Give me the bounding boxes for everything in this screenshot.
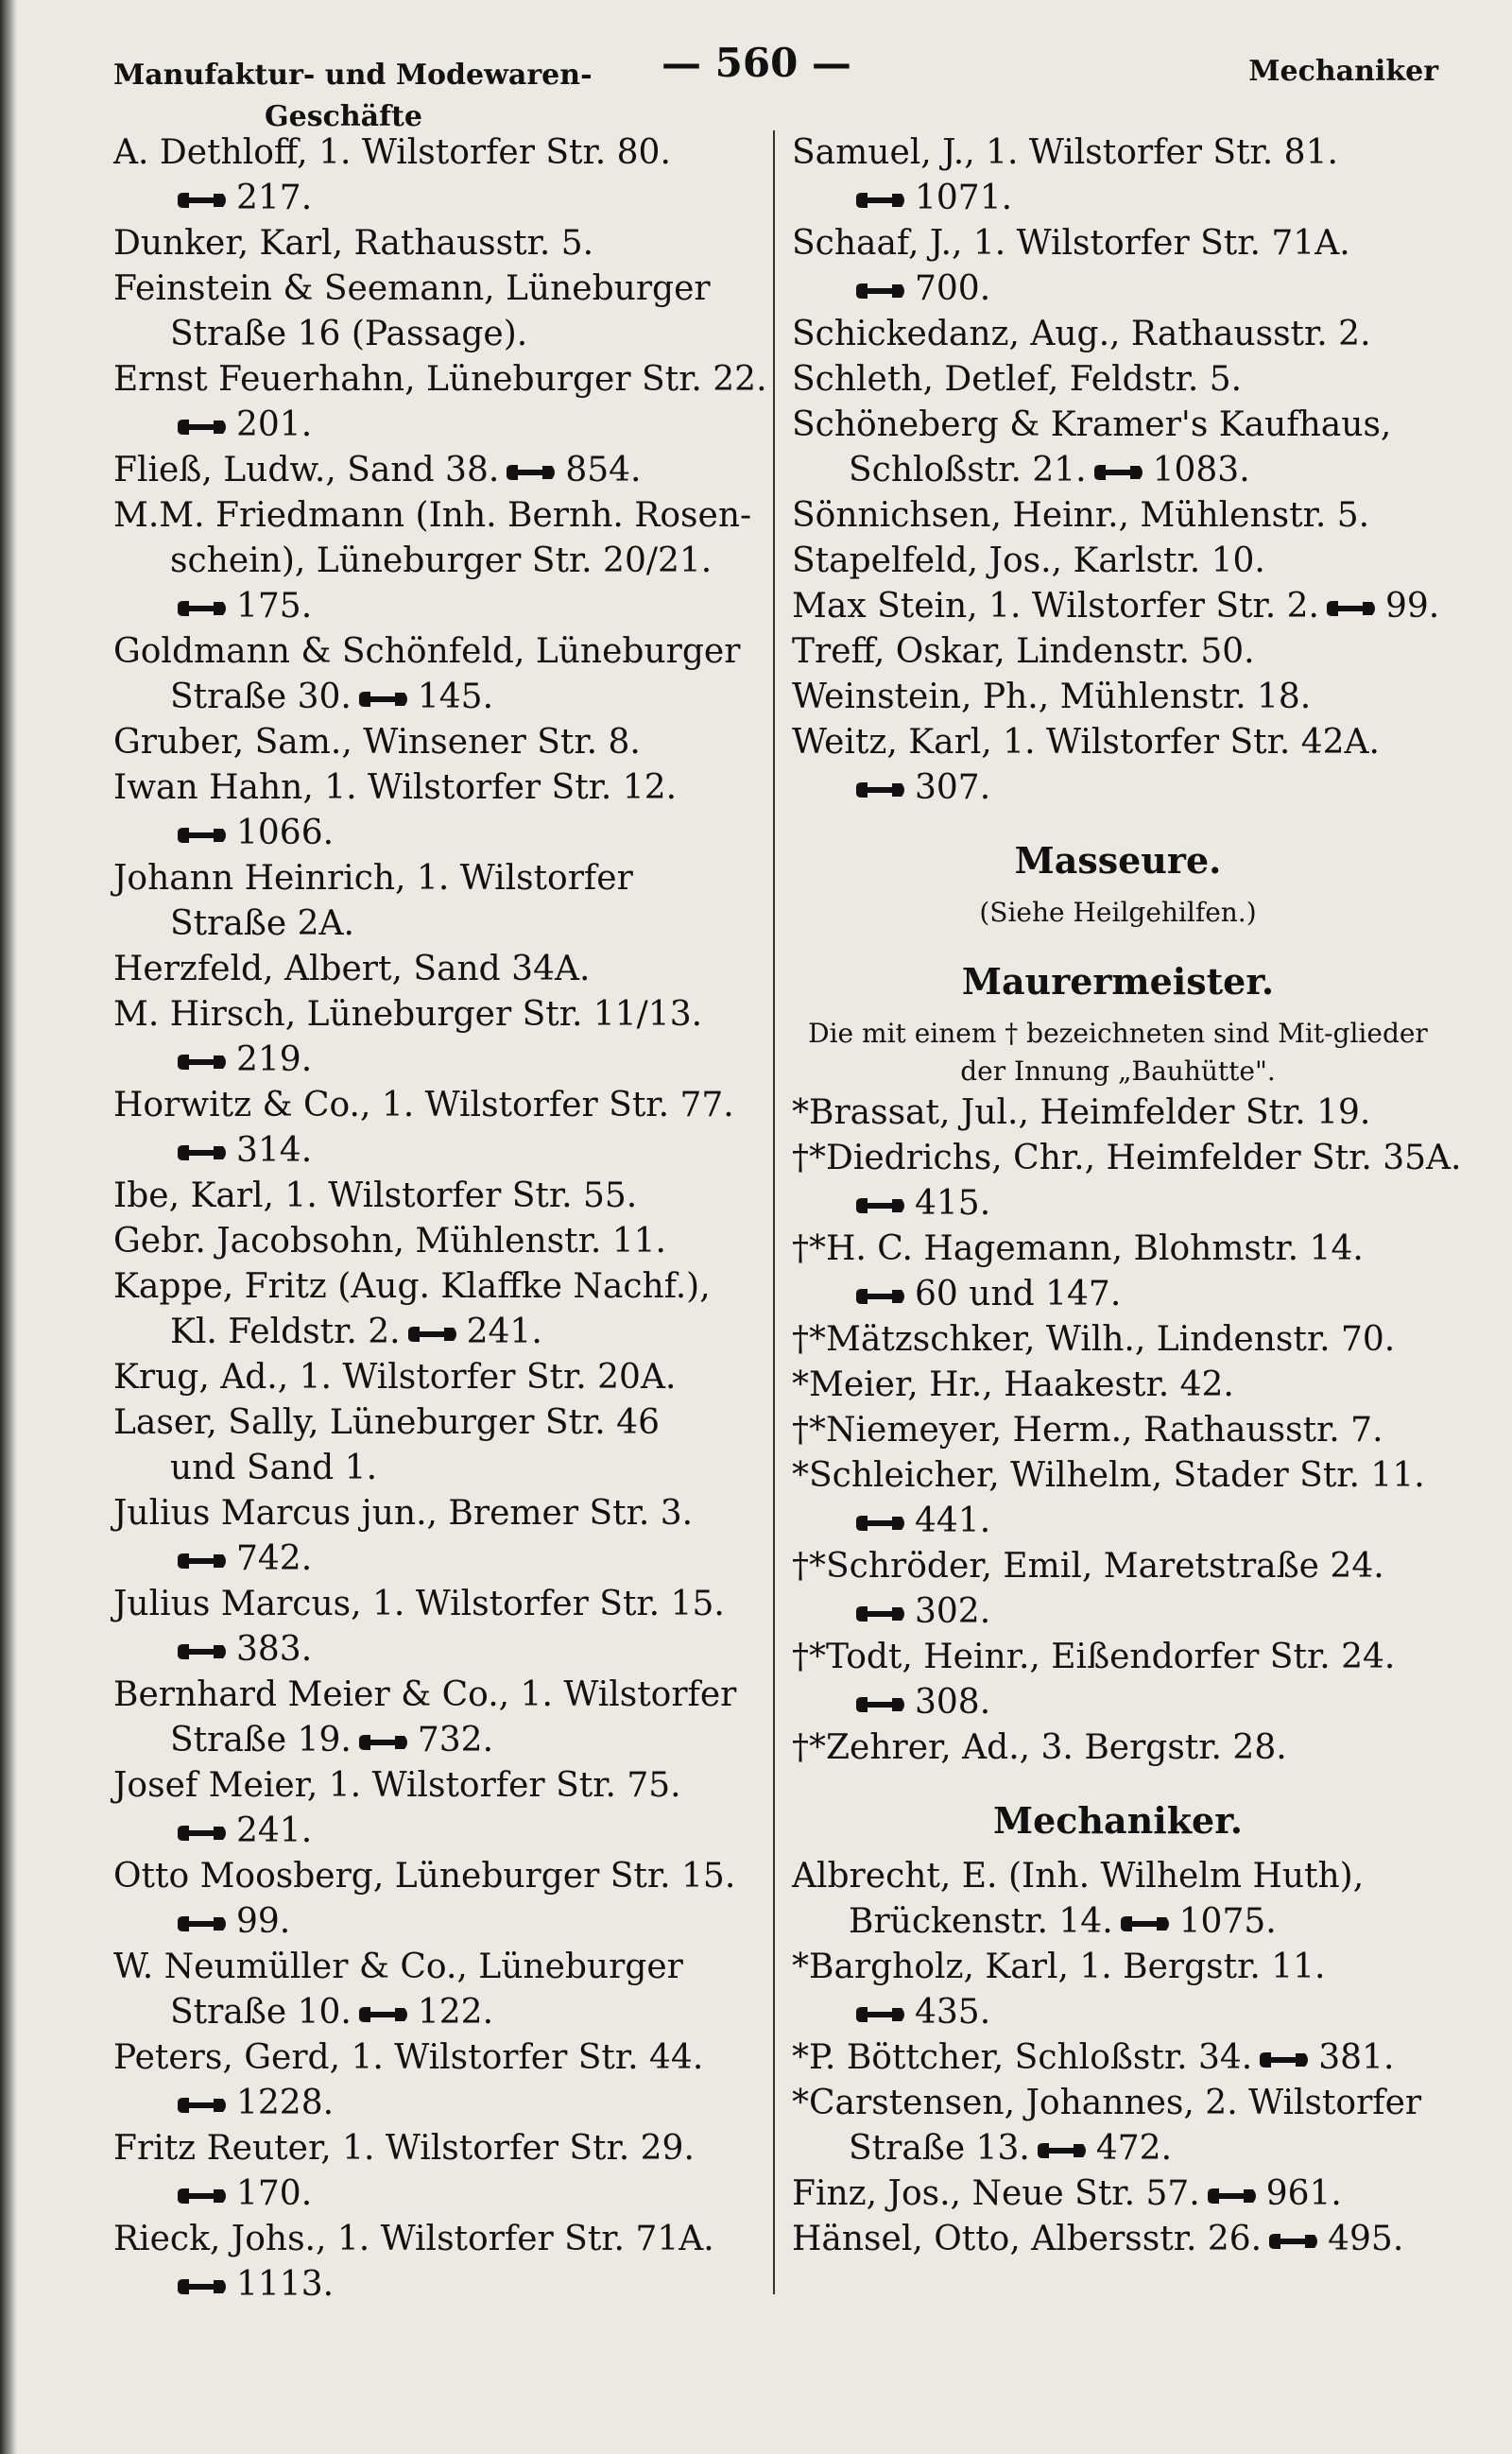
entry-text: Schickedanz, Aug., Rathausstr. 2. [792, 315, 1371, 353]
entry-line [113, 2171, 765, 2217]
entry-text: M.M. Friedmann (Inh. Bernh. Rosen- [113, 496, 752, 535]
entry-text: Stapelfeld, Jos., Karlstr. 10. [792, 541, 1265, 580]
telephone-icon [1036, 2140, 1091, 2161]
directory-entry [792, 403, 1444, 493]
telephone-number: 170. [236, 2174, 313, 2213]
entry-line [113, 901, 765, 947]
entry-text: A. Dethloff, 1. Wilstorfer Str. 80. [113, 133, 671, 172]
entry-text: *Brassat, Jul., Heimfelder Str. 19. [792, 1093, 1371, 1132]
telephone-number: 381. [1318, 2038, 1395, 2077]
directory-entry [113, 357, 765, 448]
entry-line [792, 493, 1444, 539]
directory-entry [792, 539, 1444, 584]
entry-line [113, 539, 765, 584]
telephone-number: 314. [236, 1131, 313, 1170]
telephone-icon [176, 190, 231, 211]
entry-line [113, 2262, 765, 2308]
entry-line [113, 1219, 765, 1264]
entry-text: Weitz, Karl, 1. Wilstorfer Str. 42A. [792, 723, 1380, 762]
telephone-icon [176, 1551, 231, 1571]
entry-text: Gebr. Jacobsohn, Mühlenstr. 11. [113, 1222, 666, 1261]
entry-text: Schleth, Detlef, Feldstr. 5. [792, 360, 1243, 399]
directory-entry [792, 357, 1444, 403]
entry-text: Sönnichsen, Heinr., Mühlenstr. 5. [792, 496, 1370, 535]
telephone-icon [854, 780, 909, 800]
telephone-number: 217. [236, 179, 313, 217]
entry-text: Straße 16 (Passage). [170, 315, 528, 353]
telephone-icon [406, 1324, 461, 1345]
directory-entry [113, 1174, 765, 1219]
entry-line [792, 1635, 1444, 1680]
telephone-icon [176, 1052, 231, 1073]
directory-entry [792, 629, 1444, 675]
telephone-icon [854, 1694, 909, 1715]
telephone-number: 122. [417, 1993, 494, 2032]
entry-line [113, 856, 765, 901]
entry-text: *P. Böttcher, Schloßstr. 34. [792, 2038, 1253, 2077]
directory-entry [113, 1264, 765, 1355]
directory-entry [113, 1400, 765, 1491]
entry-line [792, 2081, 1444, 2126]
entry-line [113, 2217, 765, 2262]
entry-text: *Carstensen, Johannes, 2. Wilstorfer [792, 2084, 1422, 2122]
telephone-number: 732. [417, 1721, 494, 1759]
entry-line [792, 1990, 1444, 2035]
entry-text: Otto Moosberg, Lüneburger Str. 15. [113, 1857, 736, 1896]
directory-entry [792, 1453, 1444, 1544]
entry-text: †*Zehrer, Ad., 3. Bergstr. 28. [792, 1728, 1287, 1767]
entry-line [792, 176, 1444, 221]
telephone-icon [1258, 2050, 1313, 2070]
telephone-icon [176, 417, 231, 438]
directory-entry [113, 720, 765, 765]
entry-text: †*Schröder, Emil, Maretstraße 24. [792, 1547, 1384, 1586]
telephone-number: 307. [915, 768, 991, 807]
entry-text: Samuel, J., 1. Wilstorfer Str. 81. [792, 133, 1338, 172]
directory-entry [113, 1763, 765, 1854]
directory-entry [113, 1491, 765, 1582]
entry-text: Peters, Gerd, 1. Wilstorfer Str. 44. [113, 2038, 704, 2077]
entry-text: Schaaf, J., 1. Wilstorfer Str. 71A. [792, 224, 1350, 263]
entry-line [113, 1582, 765, 1627]
telephone-number: 854. [565, 451, 642, 489]
entry-text: Schöneberg & Kramer's Kaufhaus, [792, 405, 1392, 444]
telephone-icon [1119, 1913, 1174, 1934]
directory-entry [113, 448, 765, 493]
telephone-icon [176, 1823, 231, 1844]
entry-line [113, 811, 765, 856]
entry-text: Straße 19. [170, 1721, 352, 1759]
entry-line [792, 2126, 1444, 2171]
entry-line [113, 312, 765, 357]
entry-line [113, 1038, 765, 1083]
section-heading: Maurermeister. [961, 960, 1275, 1003]
telephone-number: 1075. [1178, 1902, 1277, 1941]
telephone-number: 742. [236, 1539, 313, 1578]
directory-entry [113, 1945, 765, 2035]
entry-line [113, 1627, 765, 1673]
entry-text: Herzfeld, Albert, Sand 34A. [113, 950, 591, 988]
page-edge-shadow [0, 0, 17, 2454]
entry-text: Brückenstr. 14. [849, 1902, 1113, 1941]
entry-line [792, 1945, 1444, 1990]
entry-line [792, 403, 1444, 448]
entry-text: Fließ, Ludw., Sand 38. [113, 451, 500, 489]
entry-line [113, 765, 765, 811]
running-header-right: Mechaniker [1248, 55, 1438, 88]
directory-entry [113, 1582, 765, 1673]
entry-text: Kappe, Fritz (Aug. Klaffke Nachf.), [113, 1267, 711, 1306]
directory-entry [792, 720, 1444, 811]
entry-line [792, 1317, 1444, 1363]
entry-line [113, 1174, 765, 1219]
entry-line [792, 675, 1444, 720]
telephone-number: 201. [236, 405, 313, 444]
entry-line [792, 1854, 1444, 1899]
telephone-icon [357, 2004, 412, 2025]
entry-text: *Bargholz, Karl, 1. Bergstr. 11. [792, 1948, 1326, 1986]
column-divider [773, 130, 775, 2294]
entry-line [113, 1083, 765, 1128]
entry-line [113, 1673, 765, 1718]
telephone-number: 415. [915, 1184, 991, 1223]
entry-line [113, 1854, 765, 1899]
entry-text: Ibe, Karl, 1. Wilstorfer Str. 55. [113, 1176, 638, 1215]
entry-text: Dunker, Karl, Rathausstr. 5. [113, 224, 594, 263]
telephone-icon [854, 190, 909, 211]
entry-text: †*Niemeyer, Herm., Rathausstr. 7. [792, 1411, 1383, 1450]
directory-entry [113, 2126, 765, 2217]
entry-text: Feinstein & Seemann, Lüneburger [113, 269, 711, 308]
telephone-number: 219. [236, 1040, 313, 1079]
running-header-left [113, 55, 593, 138]
entry-line [792, 221, 1444, 266]
telephone-icon [505, 462, 559, 483]
directory-entry [113, 1083, 765, 1174]
telephone-icon [176, 2186, 231, 2206]
entry-text: Laser, Sally, Lüneburger Str. 46 [113, 1403, 660, 1442]
telephone-icon [176, 1641, 231, 1662]
entry-line [792, 357, 1444, 403]
section-heading: Masseure. [1014, 839, 1222, 882]
telephone-icon [1267, 2231, 1322, 2252]
telephone-icon [357, 1732, 412, 1753]
entry-text: †*Todt, Heinr., Eißendorfer Str. 24. [792, 1638, 1396, 1676]
telephone-icon [854, 281, 909, 301]
entry-text: Treff, Oskar, Lindenstr. 50. [792, 632, 1255, 671]
entry-line [113, 1899, 765, 1945]
telephone-icon [1092, 462, 1147, 483]
telephone-icon [176, 598, 231, 619]
telephone-number: 961. [1265, 2174, 1342, 2213]
entry-text: Goldmann & Schönfeld, Lüneburger [113, 632, 741, 671]
entry-line [113, 1990, 765, 2035]
entry-text: †*Mätzschker, Wilh., Lindenstr. 70. [792, 1320, 1396, 1359]
directory-entry [792, 584, 1444, 629]
directory-entry [792, 1854, 1444, 1945]
telephone-icon [854, 1604, 909, 1624]
directory-entry [792, 493, 1444, 539]
telephone-number: 99. [236, 1902, 291, 1941]
directory-entry [113, 266, 765, 357]
entry-text: Julius Marcus, 1. Wilstorfer Str. 15. [113, 1585, 725, 1623]
directory-entry [113, 856, 765, 947]
entry-line [792, 1589, 1444, 1635]
entry-line [113, 1945, 765, 1990]
directory-entry [113, 221, 765, 266]
telephone-icon [176, 825, 231, 846]
directory-entry [113, 765, 765, 856]
telephone-number: 99. [1385, 587, 1440, 626]
entry-text: Bernhard Meier & Co., 1. Wilstorfer [113, 1675, 737, 1714]
entry-line [113, 1809, 765, 1854]
entry-line [113, 221, 765, 266]
telephone-number: 1066. [236, 814, 335, 852]
entry-line [113, 1400, 765, 1446]
entry-line [792, 539, 1444, 584]
directory-entry [792, 2081, 1444, 2171]
entry-text: W. Neumüller & Co., Lüneburger [113, 1948, 683, 1986]
telephone-number: 241. [466, 1313, 542, 1351]
telephone-icon [176, 2276, 231, 2297]
directory-entry [792, 130, 1444, 221]
entry-text: Albrecht, E. (Inh. Wilhelm Huth), [792, 1857, 1365, 1896]
entry-text: *Schleicher, Wilhelm, Stader Str. 11. [792, 1456, 1425, 1495]
directory-entry [792, 1136, 1462, 1227]
telephone-number: 60 und 147. [915, 1275, 1122, 1313]
entry-text: Krug, Ad., 1. Wilstorfer Str. 20A. [113, 1358, 677, 1397]
directory-entry [113, 493, 765, 629]
entry-line [113, 1310, 765, 1355]
directory-entry [792, 1544, 1444, 1635]
entry-line [113, 1446, 765, 1491]
right-column [792, 130, 1462, 2262]
entry-text: Weinstein, Ph., Mühlenstr. 18. [792, 678, 1312, 716]
telephone-number: 1113. [236, 2265, 335, 2304]
entry-line [113, 266, 765, 312]
telephone-number: 1083. [1152, 451, 1250, 489]
entry-line [792, 1680, 1444, 1725]
entry-line [792, 1408, 1444, 1453]
entry-line [113, 2081, 765, 2126]
entry-line [792, 2217, 1444, 2262]
section-note: Die mit einem † bezeichneten sind Mit-glieder der Innung „Bauhütte". [808, 1018, 1428, 1087]
entry-line [113, 1355, 765, 1400]
entry-text: und Sand 1. [170, 1449, 378, 1487]
entry-line [792, 2035, 1444, 2081]
directory-entry [792, 1725, 1444, 1771]
entry-line [113, 1763, 765, 1809]
entry-line [792, 584, 1444, 629]
telephone-number: 472. [1095, 2129, 1173, 2168]
telephone-icon [854, 1513, 909, 1534]
telephone-number: 700. [915, 269, 991, 308]
entry-line [113, 675, 765, 720]
entry-line [113, 448, 765, 493]
entry-text: Josef Meier, 1. Wilstorfer Str. 75. [113, 1766, 681, 1805]
entry-line [792, 1136, 1462, 1181]
directory-entry [792, 1635, 1444, 1725]
telephone-number: 308. [915, 1683, 991, 1722]
directory-entry [113, 1854, 765, 1945]
directory-entry [113, 1219, 765, 1264]
directory-entry [113, 1673, 765, 1763]
entry-line [113, 357, 765, 403]
entry-text: Schloßstr. 21. [849, 451, 1087, 489]
directory-entry [113, 2035, 765, 2126]
left-column [113, 130, 765, 2308]
telephone-icon [854, 1195, 909, 1216]
entry-line [792, 720, 1444, 765]
entry-text: Max Stein, 1. Wilstorfer Str. 2. [792, 587, 1319, 626]
entry-text: Fritz Reuter, 1. Wilstorfer Str. 29. [113, 2129, 695, 2168]
entry-line [792, 1899, 1444, 1945]
entry-text: Rieck, Johs., 1. Wilstorfer Str. 71A. [113, 2220, 714, 2258]
entry-line [792, 1227, 1444, 1272]
entry-line [792, 312, 1444, 357]
directory-entry [792, 2217, 1444, 2262]
entry-text: Iwan Hahn, 1. Wilstorfer Str. 12. [113, 768, 678, 807]
directory-entry [113, 947, 765, 992]
entry-line [792, 1181, 1444, 1227]
entry-line [113, 2035, 765, 2081]
entry-text: Horwitz & Co., 1. Wilstorfer Str. 77. [113, 1086, 734, 1124]
entry-line [113, 1718, 765, 1763]
entry-line [113, 176, 765, 221]
entry-line [113, 584, 765, 629]
telephone-number: 435. [915, 1993, 991, 2032]
directory-entry [792, 1408, 1444, 1453]
telephone-number: 1071. [915, 179, 1013, 217]
telephone-number: 1228. [236, 2084, 335, 2122]
entry-text: Straße 2A. [170, 904, 354, 943]
entry-text: †*Diedrichs, Chr., Heimfelder Str. 35A. [792, 1139, 1462, 1177]
directory-entry [792, 312, 1444, 357]
telephone-icon [854, 1286, 909, 1307]
entry-line [113, 1128, 765, 1174]
entry-line [113, 947, 765, 992]
directory-entry [792, 2035, 1444, 2081]
entry-text: schein), Lüneburger Str. 20/21. [170, 541, 713, 580]
directory-entry [792, 1090, 1444, 1136]
entry-line [113, 403, 765, 448]
directory-entry [792, 2171, 1444, 2217]
telephone-icon [1206, 2186, 1261, 2206]
entry-text: M. Hirsch, Lüneburger Str. 11/13. [113, 995, 703, 1034]
directory-entry [792, 675, 1444, 720]
telephone-number: 175. [236, 587, 313, 626]
directory-entry [113, 629, 765, 720]
entry-text: †*H. C. Hagemann, Blohmstr. 14. [792, 1229, 1364, 1268]
entry-text: Julius Marcus jun., Bremer Str. 3. [113, 1494, 694, 1533]
directory-entry [113, 992, 765, 1083]
entry-line [113, 1536, 765, 1582]
telephone-icon [176, 1913, 231, 1934]
directory-entry [792, 1317, 1444, 1363]
telephone-number: 241. [236, 1811, 313, 1850]
telephone-number: 495. [1328, 2220, 1404, 2258]
entry-line [792, 448, 1444, 493]
entry-text: Ernst Feuerhahn, Lüneburger Str. 22. [113, 360, 767, 399]
entry-line [792, 1544, 1444, 1589]
telephone-number: 302. [915, 1592, 991, 1631]
entry-text: Gruber, Sam., Winsener Str. 8. [113, 723, 641, 762]
entry-text: *Meier, Hr., Haakestr. 42. [792, 1365, 1234, 1404]
entry-line [792, 1453, 1444, 1499]
directory-entry [792, 1363, 1444, 1408]
entry-line [792, 1363, 1444, 1408]
entry-line [113, 130, 765, 176]
telephone-icon [854, 2004, 909, 2025]
directory-entry [792, 1945, 1444, 2035]
entry-text: Kl. Feldstr. 2. [170, 1313, 401, 1351]
entry-line [792, 1499, 1444, 1544]
telephone-number: 441. [915, 1502, 991, 1540]
directory-entry [792, 221, 1444, 312]
directory-entry [113, 1355, 765, 1400]
header-left-line2: Geschäfte [265, 100, 422, 133]
entry-text: Johann Heinrich, 1. Wilstorfer [113, 859, 633, 898]
entry-line [113, 720, 765, 765]
entry-text: Straße 13. [849, 2129, 1030, 2168]
telephone-number: 383. [236, 1630, 313, 1669]
entry-line [113, 493, 765, 539]
entry-line [792, 266, 1444, 312]
entry-line [792, 130, 1444, 176]
entry-text: Straße 30. [170, 678, 352, 716]
header-left-line1: Manufaktur- und Modewaren- [113, 59, 593, 92]
entry-line [792, 1090, 1444, 1136]
telephone-icon [176, 2095, 231, 2116]
entry-line [792, 629, 1444, 675]
entry-line [113, 1264, 765, 1310]
directory-entry [792, 1227, 1444, 1317]
telephone-icon [357, 689, 412, 710]
section-heading: Mechaniker. [993, 1799, 1243, 1842]
entry-text: Straße 10. [170, 1993, 352, 2032]
telephone-icon [1325, 598, 1380, 619]
entry-line [792, 1272, 1444, 1317]
telephone-icon [176, 1142, 231, 1163]
entry-line [113, 1491, 765, 1536]
entry-line [792, 765, 1444, 811]
entry-text: Finz, Jos., Neue Str. 57. [792, 2174, 1200, 2213]
entry-line [792, 2171, 1444, 2217]
entry-line [113, 2126, 765, 2171]
section-note: (Siehe Heilgehilfen.) [979, 897, 1257, 928]
directory-entry [113, 130, 765, 221]
entry-text: Hänsel, Otto, Albersstr. 26. [792, 2220, 1263, 2258]
directory-entry [113, 2217, 765, 2308]
entry-line [792, 1725, 1444, 1771]
page-number: — 560 — [662, 40, 851, 86]
entry-line [113, 629, 765, 675]
entry-line [113, 992, 765, 1038]
telephone-number: 145. [417, 678, 494, 716]
